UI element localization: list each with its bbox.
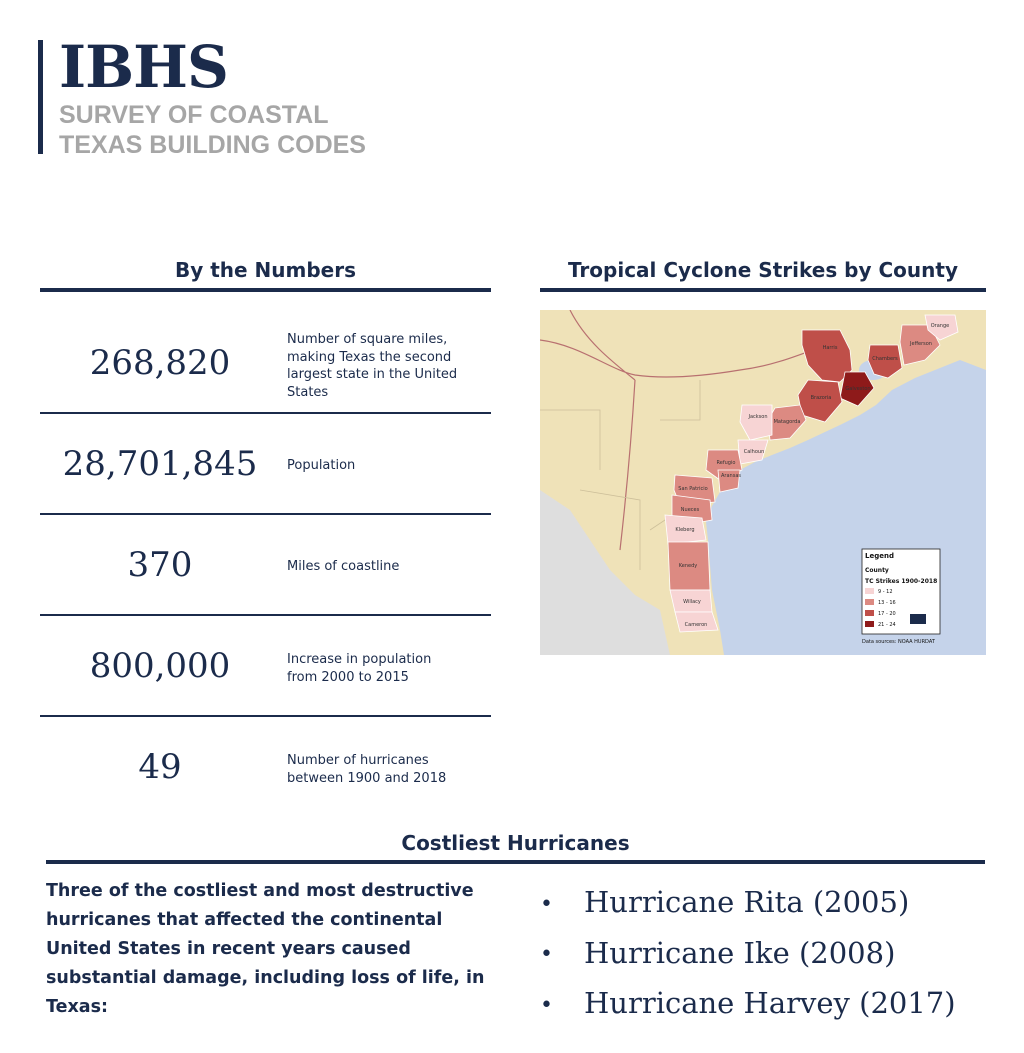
legend-swatch: [865, 621, 874, 627]
brand-block: [38, 33, 366, 159]
stat-value: 28,701,845: [62, 444, 258, 484]
costliest-intro: Three of the costliest and most destructive hurricanes that affected the continental United States in recent years caused substantial damage, including loss of life, in Texas:: [46, 881, 485, 1017]
stat-divider: [40, 412, 491, 414]
stat-divider: [40, 715, 491, 717]
tropical-cyclone-map: [540, 310, 986, 655]
county-label: Matagorda: [773, 419, 801, 425]
stat-value: 370: [127, 545, 193, 585]
legend-class-label: 13 - 16: [878, 600, 896, 606]
map-legend: [862, 549, 940, 645]
county-label: Nueces: [680, 507, 700, 513]
county-label: Brazoria: [810, 395, 832, 401]
numbers-title-rule: [40, 288, 491, 292]
legend-class-label: 21 - 24: [878, 622, 896, 628]
county-label: Refugio: [716, 460, 736, 466]
county-label: Kleberg: [675, 527, 695, 533]
numbers-title: By the Numbers: [174, 258, 357, 282]
legend-title: Legend: [865, 552, 894, 560]
legend-field: TC Strikes 1900-2018: [865, 578, 938, 585]
map-data-source: Data sources: NOAA HURDAT: [862, 639, 935, 645]
stat-description: Increase in population from 2000 to 2015: [287, 652, 432, 685]
stat-value: 49: [138, 747, 182, 787]
stat-value: 800,000: [89, 646, 231, 686]
bullet: •: [540, 891, 553, 917]
county-label: Cameron: [684, 622, 708, 628]
brand-title: IBHS: [59, 33, 228, 101]
county-label: Aransas: [721, 473, 741, 479]
stat-description: Miles of coastline: [287, 559, 400, 574]
legend-swatch: [865, 588, 874, 594]
map-title-rule: [540, 288, 986, 292]
hurricane-name: Hurricane Harvey (2017): [584, 986, 956, 1020]
stat-description: Number of hurricanes between 1900 and 2018: [287, 753, 447, 786]
brand-subtitle-line2: TEXAS BUILDING CODES: [59, 131, 366, 159]
legend-logo: [910, 614, 926, 624]
costliest-title-rule: [46, 860, 985, 864]
stat-description: Population: [287, 458, 356, 473]
hurricane-list: [540, 878, 956, 1030]
legend-class-label: 9 - 12: [878, 589, 893, 595]
costliest-title: Costliest Hurricanes: [401, 831, 630, 855]
legend-swatch: [865, 610, 874, 616]
legend-swatch: [865, 599, 874, 605]
county-label: San Patricio: [678, 486, 708, 492]
county-label: Willacy: [683, 599, 701, 605]
brand-subtitle-line1: SURVEY OF COASTAL: [59, 101, 329, 129]
county-label: Orange: [930, 323, 950, 329]
stat-divider: [40, 614, 491, 616]
county-label: Jefferson: [910, 341, 932, 347]
list-item: [540, 979, 956, 1030]
hurricane-name: Hurricane Rita (2005): [584, 885, 910, 919]
map-title: Tropical Cyclone Strikes by County: [567, 258, 958, 282]
hurricane-name: Hurricane Ike (2008): [584, 935, 896, 970]
bullet: •: [540, 992, 553, 1018]
list-item: [540, 929, 956, 980]
county-label: Galveston: [845, 386, 871, 392]
legend-class-label: 17 - 20: [878, 611, 896, 617]
legend-layer: County: [865, 567, 889, 574]
county-label: Jackson: [748, 414, 768, 420]
county-label: Kenedy: [678, 563, 698, 569]
county-label: Calhoun: [743, 449, 765, 455]
map-graphic: [540, 310, 986, 655]
stat-description: Number of square miles, making Texas the second largest state in the United States: [287, 332, 458, 400]
stat-divider: [40, 513, 491, 515]
bullet: •: [540, 942, 553, 967]
stat-value: 268,820: [89, 343, 231, 383]
county-label: Harris: [822, 345, 838, 351]
county-label: Chambers: [872, 356, 898, 362]
list-item: [540, 878, 956, 929]
